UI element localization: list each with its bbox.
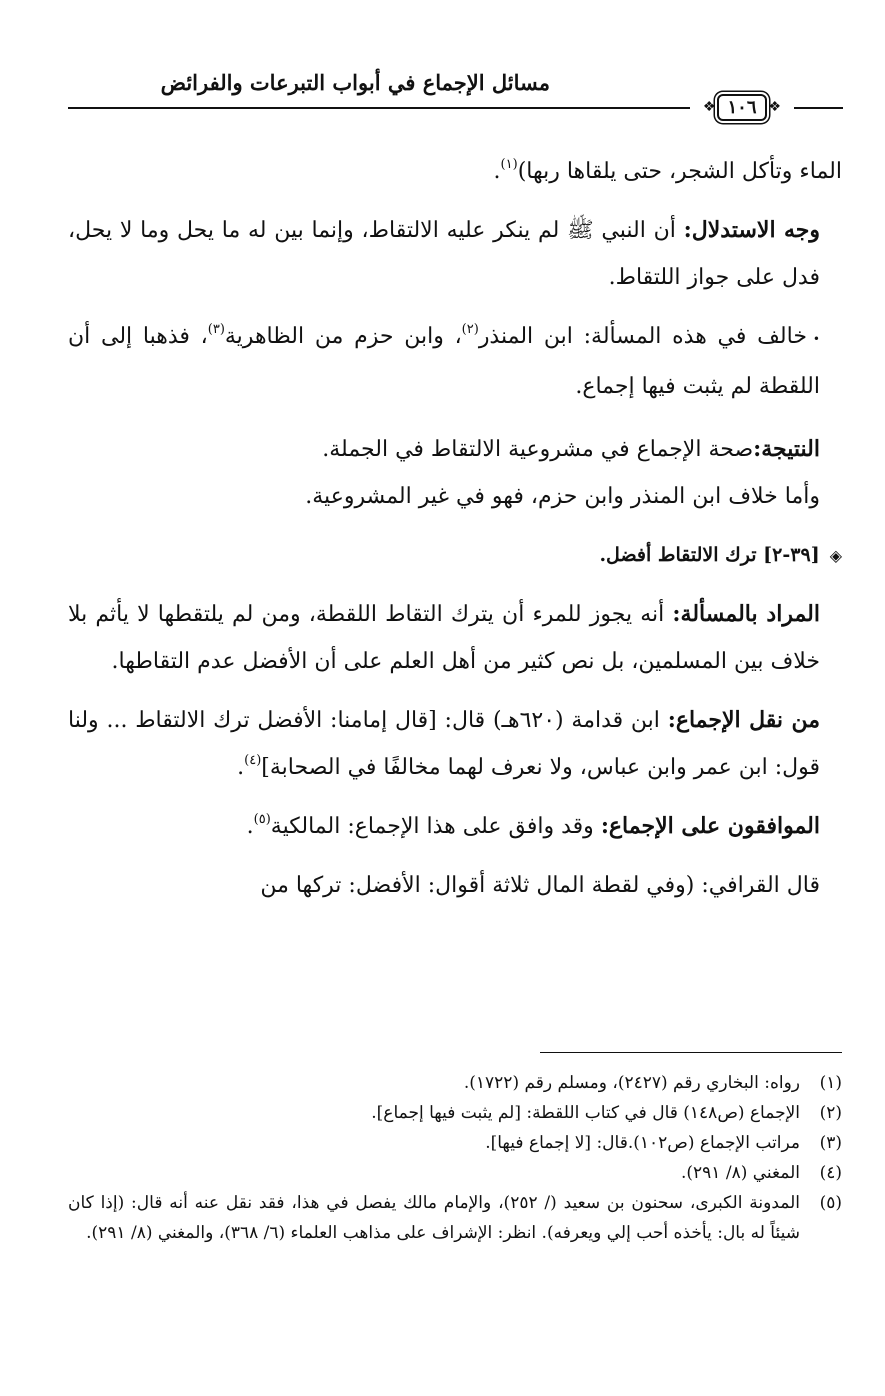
paragraph-result [68,426,842,473]
paragraph-evidence [68,207,842,301]
paragraph-result-note: وأما خلاف ابن المنذر وابن حزم، فهو في غير المشروعية. [305,484,820,509]
footnote-item [68,1158,842,1188]
dissent-text-c: ، فذهبا إلى أن اللقطة لم يثبت فيها إجماع. [68,324,820,399]
footnotes [68,1068,842,1248]
footnote-number: (٢) [819,1103,842,1123]
evidence-text: أن النبي ﷺ لم ينكر عليه الالتقاط، وإنما بين له ما يحل وما لا يحل، فدل على جواز اللتقاط. [68,218,820,290]
footnote-item [68,1128,842,1158]
footnote-item [68,1188,842,1248]
consensus-source-tail: . [237,755,245,780]
footnote-ref-2: (٢) [461,322,479,337]
meaning-label: المراد بالمسألة: [672,601,820,627]
result-text: صحة الإجماع في مشروعية الالتقاط في الجملة. [322,437,754,462]
diamond-bullet-icon: ◈ [829,546,842,565]
main-text [68,148,842,921]
consensus-source-text: ابن قدامة (٦٢٠هـ) قال: [قال إمامنا: الأفضل ترك الالتقاط ... ولنا قول: ابن عمر وابن عباس، ولا نعرف لهما مخالفًا في الصحابة] [68,708,820,780]
hadith-end-tail: . [493,159,501,184]
footnote-ref-3: (٣) [207,322,225,337]
paragraph-hadith-end [68,148,842,195]
section-title: [٣٩-٢] ترك الالتقاط أفضل. [599,544,820,566]
footnote-text: رواه: البخاري رقم (٢٤٢٧)، ومسلم رقم (١٧٢٢). [463,1073,800,1093]
footnote-text: مراتب الإجماع (ص١٠٢).قال: [لا إجماع فيها]. [485,1133,800,1153]
running-header-title: مسائل الإجماع في أبواب التبرعات والفرائض [160,70,550,95]
footnote-number: (٤) [819,1163,842,1183]
ornament-right-icon: ❖ [768,99,782,115]
footnote-separator [540,1052,842,1053]
agreeing-text: وقد وافق على هذا الإجماع: المالكية [270,814,594,839]
result-label: النتيجة: [753,436,820,462]
dissent-bullet-icon: • [812,332,820,346]
paragraph-dissent [68,313,842,410]
evidence-label: وجه الاستدلال: [683,217,821,243]
paragraph-qarafi: قال القرافي: (وفي لقطة المال ثلاثة أقوال: الأفضل: تركها من [260,873,820,898]
page-number: ١٠٦ [717,94,766,121]
footnote-ref-5: (٥) [253,812,271,827]
footnote-number: (٥) [819,1193,842,1213]
dissent-text-b: ، وابن حزم من الظاهرية [224,324,462,349]
hadith-end-text: الماء وتأكل الشجر، حتى يلقاها ربها) [517,159,842,184]
agreeing-label: الموافقون على الإجماع: [600,813,820,839]
dissent-text-a: خالف في هذه المسألة: ابن المنذر [478,324,807,349]
footnote-item [68,1068,842,1098]
paragraph-consensus-source [68,697,842,791]
consensus-source-label: من نقل الإجماع: [667,707,820,733]
footnote-text: المدونة الكبرى، سحنون بن سعيد (/ ٢٥٢)، والإمام مالك يفصل في هذا، فقد نقل عنه أنه قال: (إذا كان شيئاً له بال: يأخذه أحب إلي ويعرفه). انظر: الإشراف على مذاهب العلماء (٦/ ٣٦٨)، والمغني (٨/ ٢٩١). [68,1193,800,1243]
page-number-badge [690,90,794,124]
page-number-frame [703,94,781,121]
footnote-text: المغني (٨/ ٢٩١). [680,1163,800,1183]
agreeing-tail: . [246,814,254,839]
footnote-number: (٣) [819,1133,842,1153]
paragraph-agreeing [68,803,842,850]
footnote-ref-4: (٤) [244,753,262,768]
footnote-item [68,1098,842,1128]
footnote-number: (١) [819,1073,842,1093]
paragraph-meaning [68,591,842,685]
footnote-ref-1: (١) [500,157,518,172]
ornament-left-icon: ❖ [702,99,716,115]
footnote-text: الإجماع (ص١٤٨) قال في كتاب اللقطة: [لم يثبت فيها إجماع]. [371,1103,800,1123]
meaning-text: أنه يجوز للمرء أن يترك التقاط اللقطة، ومن لم يلتقطها لا يأثم بلا خلاف بين المسلمين، بل نص كثير من أهل العلم على أن الأفضل عدم التقاطها. [68,602,820,674]
section-heading [68,532,842,579]
